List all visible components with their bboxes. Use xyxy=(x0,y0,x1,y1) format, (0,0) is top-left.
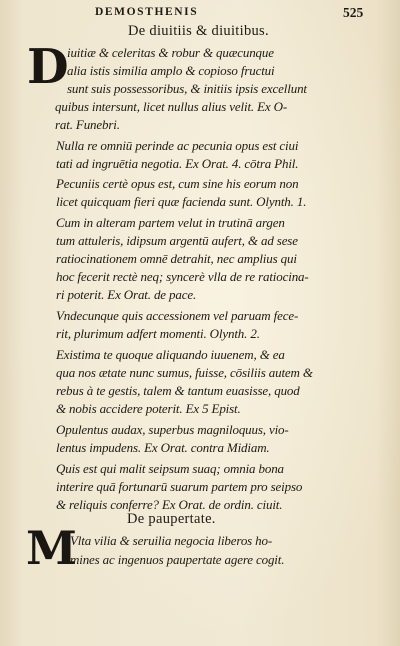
drop-cap-d: D xyxy=(27,39,69,95)
text-line: Quis est qui malit seipsum suaq; omnia bona xyxy=(56,461,284,476)
text-line: alia istis similia amplo & copioso fructui xyxy=(67,63,275,78)
text-line: tati ad ingruētia negotia. Ex Orat. 4. cōtra Phil. xyxy=(56,156,299,171)
text-line: sunt suis possessoribus, & initiis ipsis excellunt xyxy=(67,81,307,96)
section-heading-paupertate: De paupertate. xyxy=(127,511,216,527)
text-line: Opulentus audax, superbus magniloquus, vio- xyxy=(56,422,289,437)
text-line: licet quicquam fieri quæ facienda sunt. Olynth. 1. xyxy=(56,194,307,209)
text-line: Vndecunque quis accessionem vel paruam fece- xyxy=(56,308,299,323)
text-line: Pecuniis certè opus est, cum sine his eorum non xyxy=(56,176,299,191)
text-line: qua nos ætate nunc sumus, fuisse, cōsiliis autem & xyxy=(56,365,313,380)
text-line: rebus à te gestis, talem & tantum euasisse, quod xyxy=(56,383,300,398)
page-number: 525 xyxy=(343,5,364,20)
text-line: lentus impudens. Ex Orat. contra Midiam. xyxy=(56,440,270,455)
text-line: ri poterit. Ex Orat. de pace. xyxy=(56,287,197,302)
text-line: Existima te quoque aliquando iuuenem, & ea xyxy=(56,347,285,362)
text-line: rit, plurimum adfert momenti. Olynth. 2. xyxy=(56,326,260,341)
text-line: rat. Funebri. xyxy=(55,117,120,132)
text-line: mines ac ingenuos paupertate agere cogit. xyxy=(70,552,285,567)
text-line: Vlta vilia & seruilia negocia liberos ho- xyxy=(70,533,273,548)
text-line: & reliquis conferre? Ex Orat. de ordin. ciuit. xyxy=(56,497,283,512)
text-line: Cum in alteram partem velut in trutinā argen xyxy=(56,215,285,230)
text-line: ratiocinationem omnē detrahit, nec amplius qui xyxy=(56,251,297,266)
text-line: & nobis accidere poterit. Ex 5 Epist. xyxy=(56,401,241,416)
running-head: DEMOSTHENIS xyxy=(95,6,199,18)
text-line: iuitiæ & celeritas & robur & quæcunque xyxy=(67,45,274,60)
text-line: quibus intersunt, licet nullus alius velit. Ex O- xyxy=(55,99,288,114)
text-line: hoc fecerit rectè neq; syncerè vlla de re ratiocina- xyxy=(56,269,309,284)
drop-cap-m: M xyxy=(26,521,77,575)
text-line: Nulla re omniū perinde ac pecunia opus est ciui xyxy=(56,138,299,153)
text-line: tum attuleris, idipsum argentū aufert, & ad sese xyxy=(56,233,298,248)
section-heading-divitiis: De diuitiis & diuitibus. xyxy=(128,23,269,39)
text-line: interire quā fortunarū suarum partem pro seipso xyxy=(56,479,303,494)
